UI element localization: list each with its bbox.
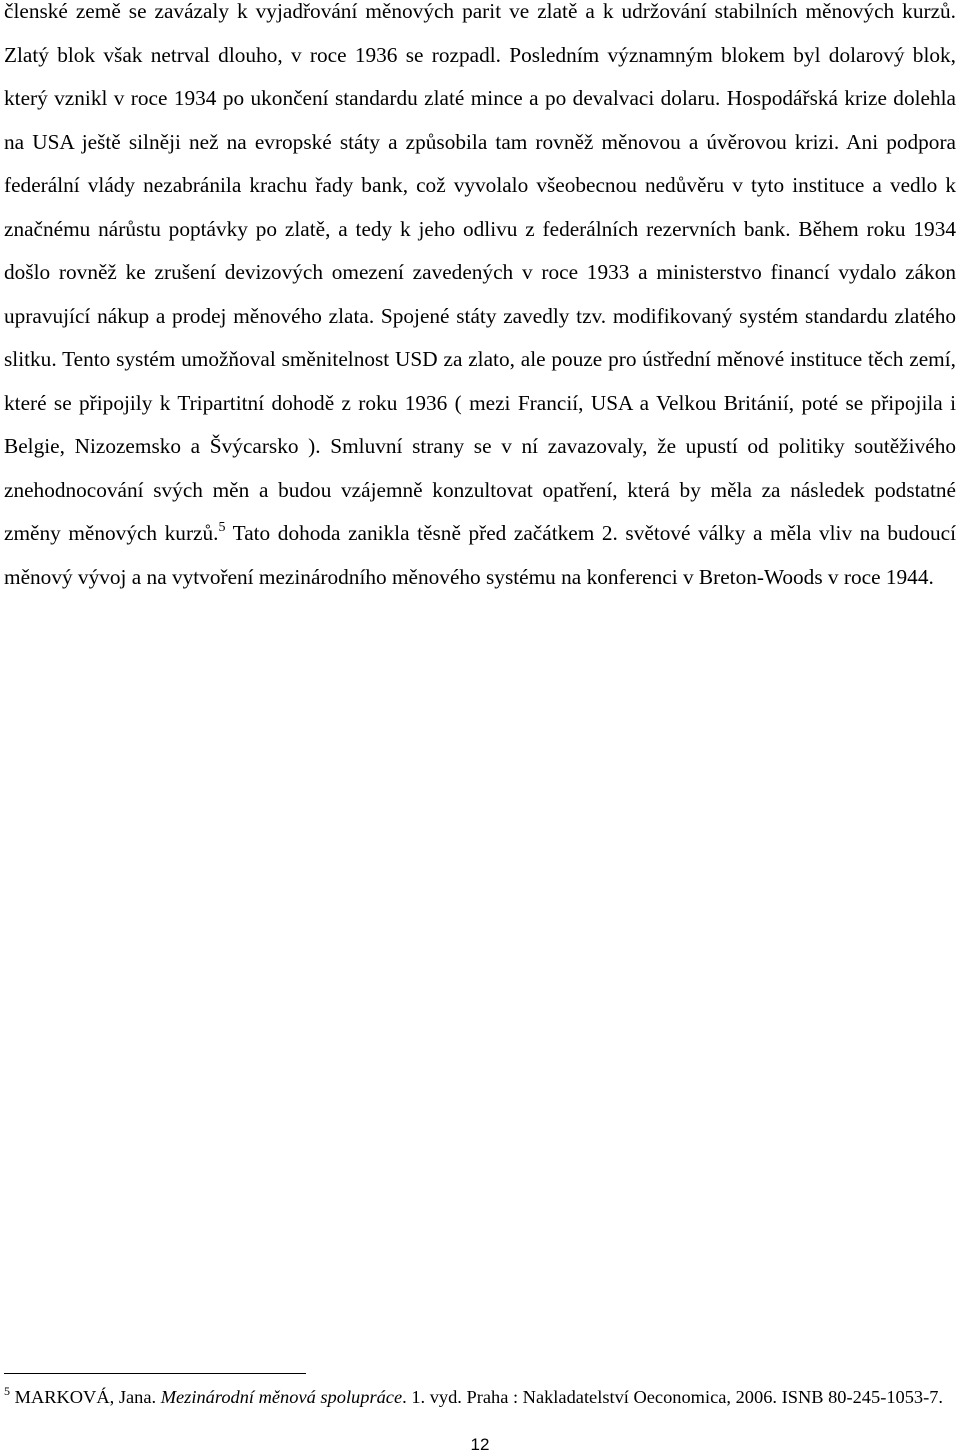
body-paragraph [4, 0, 956, 599]
footnote-author: MARKOVÁ, Jana. [10, 1387, 161, 1407]
footnote-marker: 5 [4, 1384, 10, 1398]
footnote-reference[interactable]: 5 [218, 520, 226, 535]
footnote-publication: . 1. vyd. Praha : Nakladatelství Oeconomica, 2006. ISNB 80-245-1053-7. [402, 1387, 944, 1407]
page-number: 12 [470, 1435, 490, 1454]
body-text-before-reference: členské země se zavázaly k vyjadřování měnových parit ve zlatě a k udržování stabilních měnových kurzů. Zlatý blok však netrval dlouho, v roce 1936 se rozpadl. Posledním významným blokem byl dolarový blok, který vznikl v roce 1934 po ukončení standardu zlaté mince a po devalvaci dolaru. Hospodářská krize dolehla na USA ještě silněji než na evropské státy a způsobila tam rovněž měnovou a úvěrovou krizi. Ani podpora federální vlády nezabránila krachu řady bank, což vyvolalo všeobecnou nedůvěru v tyto instituce a vedlo k značnému nárůstu poptávky po zlatě, a tedy k jeho odlivu z federálních rezervních bank. Během roku 1934 došlo rovněž ke zrušení devizových omezení zavedených v roce 1933 a ministerstvo financí vydalo zákon upravující nákup a prodej měnového zlata. Spojené státy zavedly tzv. modifikovaný systém standardu zlatého slitku. Tento systém umožňoval směnitelnost USD za zlato, ale pouze pro ústřední měnové instituce těch zemí, které se připojily k Tripartitní dohodě z roku 1936 ( mezi Francií, USA a Velkou Británií, poté se připojila i Belgie, Nizozemsko a Švýcarsko ). Smluvní strany se v ní zavazovaly, že upustí od politiky soutěživého znehodnocování svých měn a budou vzájemně konzultovat opatření, která by měla za následek podstatné změny měnových kurzů. [4, 0, 956, 545]
footnote [4, 1385, 956, 1410]
footnote-title: Mezinárodní měnová spolupráce [160, 1387, 403, 1407]
body-text-after-reference: Tato dohoda zanikla těsně před začátkem 2. světové války a měla vliv na budoucí měnový vývoj a na vytvoření mezinárodního měnového systému na konferenci v Breton-Woods v roce 1944. [4, 521, 956, 589]
footnote-separator [4, 1373, 306, 1374]
